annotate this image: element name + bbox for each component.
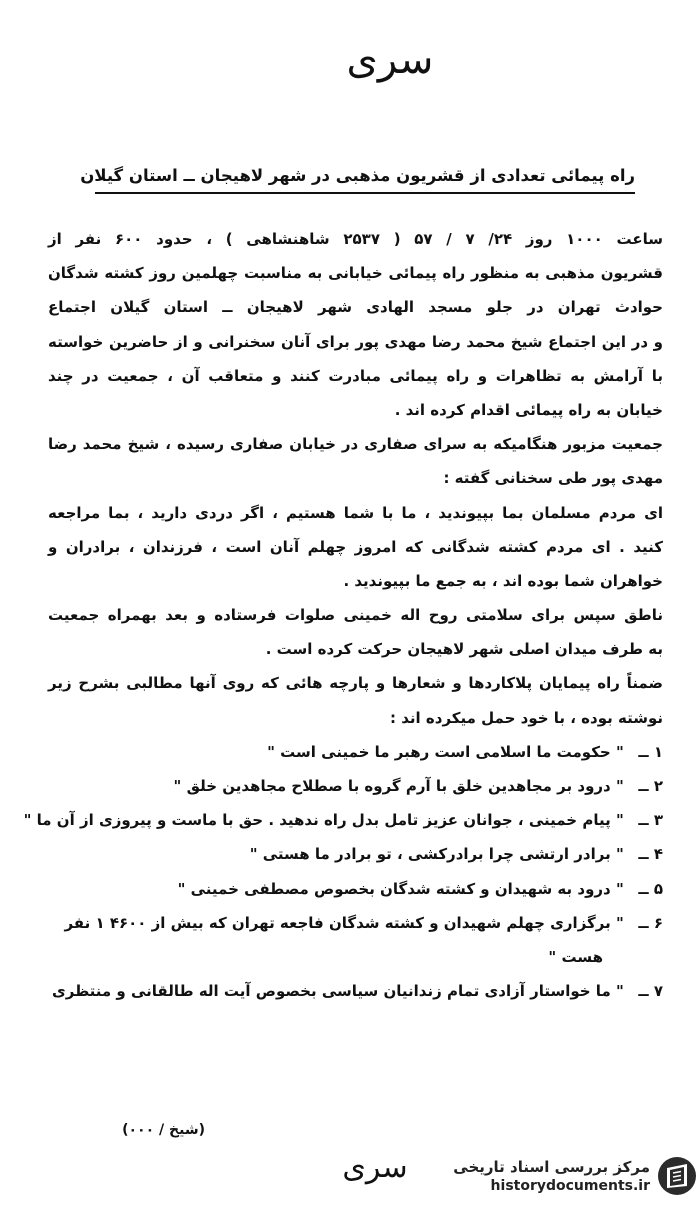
classification-top: سری (346, 37, 434, 83)
slogan-number: ۵ ــ (638, 879, 663, 898)
slogan-text: " ما خواستار آزادی تمام زندانیان سیاسی بخصوص آیت اله طالقانی و منتظری (51, 982, 624, 1001)
slogan-item (48, 735, 663, 769)
document-body (23, 222, 663, 1008)
slogan-item (48, 837, 663, 871)
slogan-continuation: هست " (548, 947, 603, 966)
archive-logo-icon (656, 1155, 698, 1197)
body-line: نوشته بوده ، با خود حمل میکرده اند : (390, 708, 663, 727)
slogan-item (23, 803, 663, 837)
body-line: و در این اجتماع شیخ محمد رضا مهدی پور برای آنان سخنرانی و از حاضرین خواسته (48, 332, 663, 351)
body-line: ضمناً راه پیمایان پلاکاردها و شعارها و پارچه هائی که روی آنها مطالبی بشرح زیر (48, 674, 663, 693)
slogan-item (48, 769, 663, 803)
body-line: ساعت ۱۰۰۰ روز ۲۴/ ۷ / ۵۷ ( ۲۵۳۷ شاهنشاهی ) ، حدود ۶۰۰ نفر از (48, 230, 663, 248)
slogan-number: ۳ ــ (638, 811, 663, 830)
watermark-url: historydocuments.ir (490, 1178, 650, 1194)
body-line: به طرف میدان اصلی شهر لاهیجان حرکت کرده است . (265, 640, 663, 659)
body-line: حوادث تهران در جلو مسجد الهادی شهر لاهیجان ــ استان گیلان اجتماع (48, 298, 663, 317)
slogan-text: " برادر ارتشی چرا برادرکشی ، تو برادر ما هستی " (249, 845, 624, 864)
body-line: ناطق سپس برای سلامتی روح اله خمینی صلوات فرستاده و بعد بهمراه جمعیت (48, 606, 663, 625)
slogan-item (48, 906, 663, 940)
slogan-text: " حکومت ما اسلامی است رهبر ما خمینی است " (267, 742, 624, 761)
slogan-item (48, 974, 663, 1008)
classification-bottom: سری (342, 1150, 408, 1185)
body-line: با آرامش به تظاهرات و راه پیمائی مبادرت کنند و متعاقب آن ، جمعیت در چند (48, 366, 663, 385)
body-line: ای مردم مسلمان بما بپیوندید ، ما با شما هستیم ، اگر دردی دارید ، بما مراجعه (48, 503, 663, 522)
signature: (شیخ / ۰۰۰) (122, 1122, 205, 1138)
slogan-item (48, 872, 663, 906)
slogan-number: ۶ ــ (638, 913, 663, 932)
slogan-text: " برگزاری چهلم شهیدان و کشته شدگان فاجعه تهران که بیش از ۴۶۰۰ ۱ نفر (64, 913, 624, 932)
slogan-text: " پیام خمینی ، جوانان عزیز تامل بدل راه ندهید . حق با ماست و پیروزی از آن ما " (23, 811, 624, 830)
body-line: خیابان به راه پیمائی اقدام کرده اند . (394, 400, 663, 419)
slogan-number: ۲ ــ (638, 777, 663, 795)
body-line: مهدی پور طی سخنانی گفته : (443, 469, 663, 488)
slogan-text: " درود بر مجاهدین خلق با آرم گروه با صطلاح مجاهدین خلق " (173, 777, 624, 795)
watermark-text (453, 1157, 650, 1195)
document-title: راه پیمائی تعدادی از قشریون مذهبی در شهر لاهیجان ــ استان گیلان (95, 163, 635, 194)
body-line: جمعیت مزبور هنگامیکه به سرای صفاری در خیابان صفاری رسیده ، شیخ محمد رضا (48, 435, 663, 454)
slogan-number: ۴ ــ (638, 845, 663, 864)
slogan-text: " درود به شهیدان و کشته شدگان بخصوص مصطفی خمینی " (177, 879, 624, 898)
slogan-number: ۱ ــ (638, 742, 663, 761)
watermark (430, 1150, 698, 1202)
body-line: قشریون مذهبی به منظور راه پیمائی خیابانی به مناسبت چهلمین روز کشته شدگان (48, 264, 663, 283)
slogan-number: ۷ ــ (638, 982, 663, 1001)
watermark-title: مرکز بررسی اسناد تاریخی (453, 1158, 650, 1176)
body-line: خواهران شما بوده اند ، به جمع ما بپیوندید . (343, 571, 663, 590)
body-line: کنید . ای مردم کشته شدگانی که امروز چهلم آنان است ، فرزندان ، برادران و (48, 537, 663, 556)
